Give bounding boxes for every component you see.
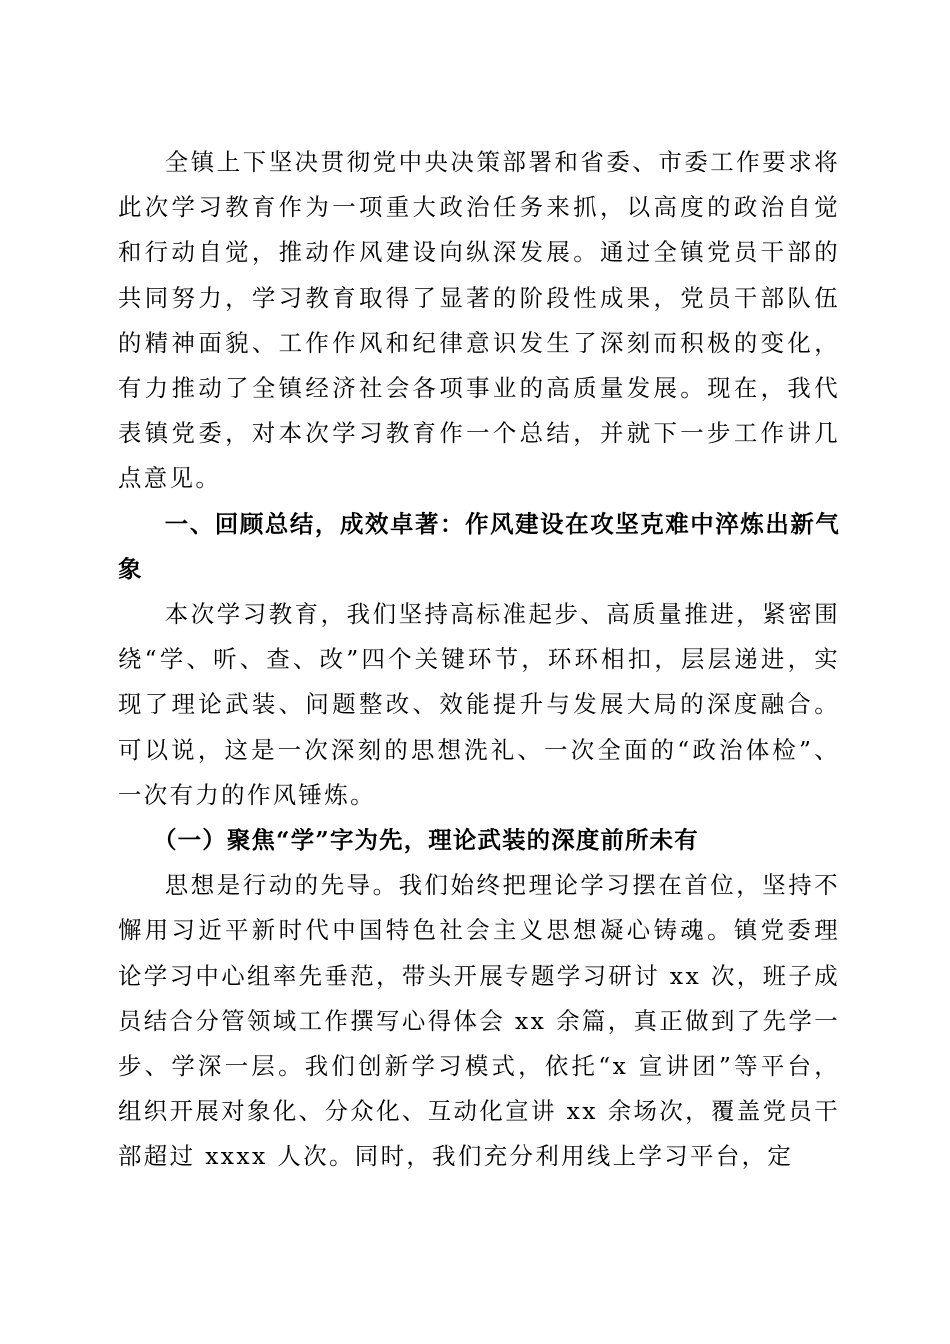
- subsection-heading-1: （一）聚焦“学”字为先，理论武装的深度前所未有: [153, 826, 699, 855]
- section-1-paragraph: 本次学习教育，我们坚持高标准起步、高质量推进，紧密围绕“学、听、查、改”四个关键环节，环环相扣，层层递进，实现了理论武装、问题整改、效能提升与发展大局的深度融合。可以说，这是一次深刻的思想洗礼、一次全面的“政治体检”、一次有力的作风锤炼。: [118, 600, 840, 809]
- subsection-1-paragraph: 思想是行动的先导。我们始终把理论学习摆在首位，坚持不懈用习近平新时代中国特色社会主义思想凝心铸魂。镇党委理论学习中心组率先垂范，带头开展专题学习研讨 xx 次，班子成员结合分管领域工作撰写心得体会 xx 余篇，真正做到了先学一步、学深一层。我们创新学习模式，依托“x 宣讲团”等平台，组织开展对象化、分众化、互动化宣讲 xx 余场次，覆盖党员干部超过 xxxx 人次。同时，我们充分利用线上学习平台，定: [118, 871, 840, 1171]
- document-body: [118, 140, 840, 1180]
- section-heading-1: 一、回顾总结，成效卓著：作风建设在攻坚克难中淬炼出新气象: [118, 509, 840, 583]
- intro-paragraph: 全镇上下坚决贯彻党中央决策部署和省委、市委工作要求将此次学习教育作为一项重大政治任务来抓，以高度的政治自觉和行动自觉，推动作风建设向纵深发展。通过全镇党员干部的共同努力，学习教育取得了显著的阶段性成果，党员干部队伍的精神面貌、工作作风和纪律意识发生了深刻而积极的变化，有力推动了全镇经济社会各项事业的高质量发展。现在，我代表镇党委，对本次学习教育作一个总结，并就下一步工作讲几点意见。: [118, 148, 840, 493]
